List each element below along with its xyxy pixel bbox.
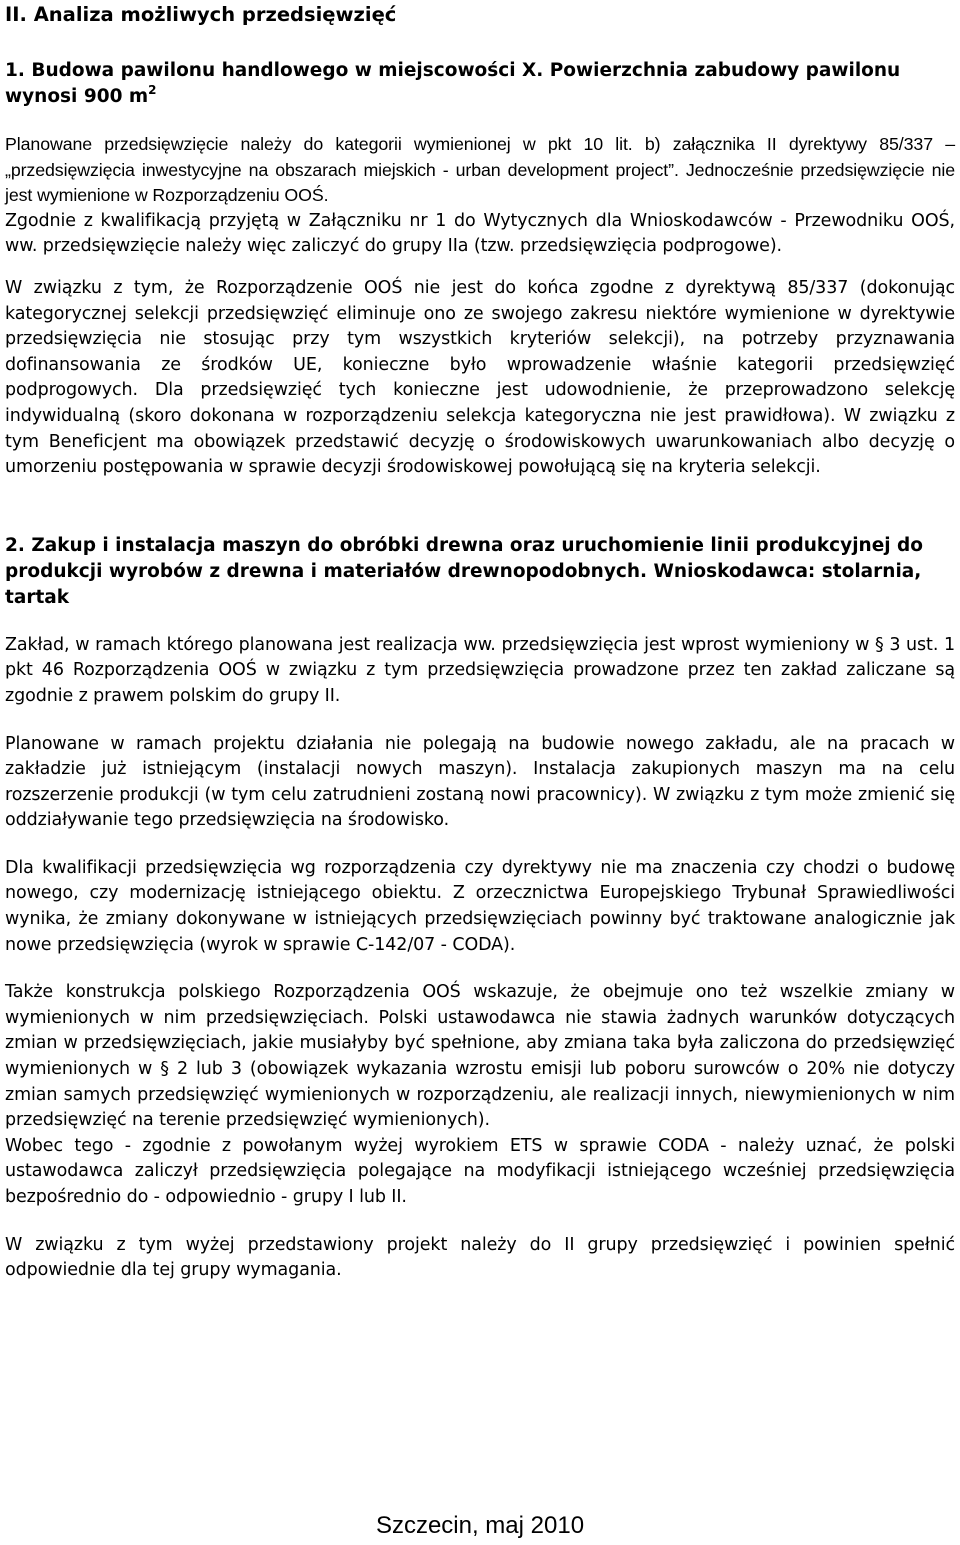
item2-conclusion-paragraph: W związku z tym wyżej przedstawiony projekt należy do II grupy przedsięwzięć i powinien spełnić odpowiednie dla tej grupy wymagania.	[5, 1234, 955, 1281]
item1-heading-text: 1. Budowa pawilonu handlowego w miejscowości X. Powierzchnia zabudowy pawilonu wynosi 900 m	[5, 60, 901, 107]
item2-planned-paragraph: Planowane w ramach projektu działania nie polegają na budowie nowego zakładu, ale na pracach w zakładzie już istniejącym (instalacji nowych maszyn). Instalacja zakupionych maszyn ma na celu rozszerzenie produkcji (w tym celu zatrudnieni zostaną nowi pracownicy). W związku z tym może zmienić się oddziaływanie tego przedsięwzięcia na środowisko.	[5, 733, 955, 831]
item2-ets-paragraph: Dla kwalifikacji przedsięwzięcia wg rozporządzenia czy dyrektywy nie ma znaczenia czy chodzi o budowę nowego, czy modernizację istniejącego obiektu. Z orzecznictwa Europejskiego Trybunał Sprawiedliwości wynika, że zmiany dokonywane w istniejących przedsięwzięciach powinny być traktowane analogicznie jak nowe przedsięwzięcia (wyrok w sprawie C-142/07 - CODA).	[5, 857, 955, 955]
section-title: II. Analiza możliwych przedsięwzięć	[5, 3, 397, 26]
item1-heading-superscript: 2	[148, 83, 157, 97]
footer-place-date: Szczecin, maj 2010	[375, 1512, 585, 1539]
item1-classification-paragraph: Planowane przedsięwzięcie należy do kategorii wymienionej w pkt 10 lit. b) załącznika II dyrektywy 85/337 – „przedsięwzięcia inwestycyjne na obszarach miejskich - urban development project”. Jednocześnie przedsięwzięcie nie jest wymienione w Rozporządzeniu OOŚ.	[5, 134, 955, 206]
item2-plant-paragraph: Zakład, w ramach którego planowana jest realizacja ww. przedsięwzięcia jest wprost wymieniony w § 3 ust. 1 pkt 46 Rozporządzenia OOŚ w związku z tym przedsięwzięcia prowadzone przez ten zakład zaliczane są zgodnie z prawem polskim do grupy II.	[5, 634, 955, 706]
document-page	[5, 0, 955, 1284]
item2-heading: 2. Zakup i instalacja maszyn do obróbki drewna oraz uruchomienie linii produkcyjnej do produkcji wyrobów z drewna i materiałów drewnopodobnych. Wnioskodawca: stolarnia, tartak	[5, 534, 923, 608]
item1-regulation-paragraph: W związku z tym, że Rozporządzenie OOŚ nie jest do końca zgodne z dyrektywą 85/337 (dokonując kategorycznej selekcji przedsięwzięć eliminuje ono ze swojego zakresu niektóre wymienione w dyrektywie przedsięwzięcia nie stosując przy tym wszystkich kryteriów selekcji), na potrzeby przyznawania dofinansowania ze środków UE, konieczne było wprowadzenie właśnie kategorii przedsięwzięć podprogowych. Dla przedsięwzięć tych konieczne jest udowodnienie, że przeprowadzono selekcję indywidualną (skoro dokonana w rozporządzeniu selekcja kategoryczna nie jest prawidłowa). W związku z tym Beneficjent ma obowiązek przedstawić decyzję o środowiskowych uwarunkowaniach albo decyzję o umorzeniu postępowania w sprawie decyzji środowiskowej powołującą się na kryteria selekcji.	[5, 277, 955, 478]
item2-coda-paragraph: Wobec tego - zgodnie z powołanym wyżej wyrokiem ETS w sprawie CODA - należy uznać, że polski ustawodawca zaliczył przedsięwzięcia polegające na modyfikacji istniejącego wcześniej przedsięwzięcia bezpośrednio do - odpowiednio - grupy I lub II.	[5, 1135, 955, 1207]
item1-heading	[5, 58, 955, 110]
item2-construction-paragraph: Także konstrukcja polskiego Rozporządzenia OOŚ wskazuje, że obejmuje ono też wszelkie zmiany w wymienionych w nim przedsięwzięciach. Polski ustawodawca nie stawia żadnych warunków dotyczących zmian w przedsięwzięciach, jakie musiałyby być spełnione, aby zmiana taka była zaliczona do przedsięwzięć wymienionych w § 2 lub 3 (obowiązek wykazania wzrostu emisji lub poboru surowców o 20% nie dotyczy zmian samych przedsięwzięć wymienionych w rozporządzeniu, ale realizacji innych, niewymienionych w nim przedsięwzięć na terenie przedsięwzięć wymienionych).	[5, 982, 955, 1131]
item1-qualification-paragraph: Zgodnie z kwalifikacją przyjętą w Załączniku nr 1 do Wytycznych dla Wnioskodawców - Przewodniku OOŚ, ww. przedsięwzięcie należy więc zaliczyć do grupy IIa (tzw. przedsięwzięcia podprogowe).	[5, 210, 955, 257]
